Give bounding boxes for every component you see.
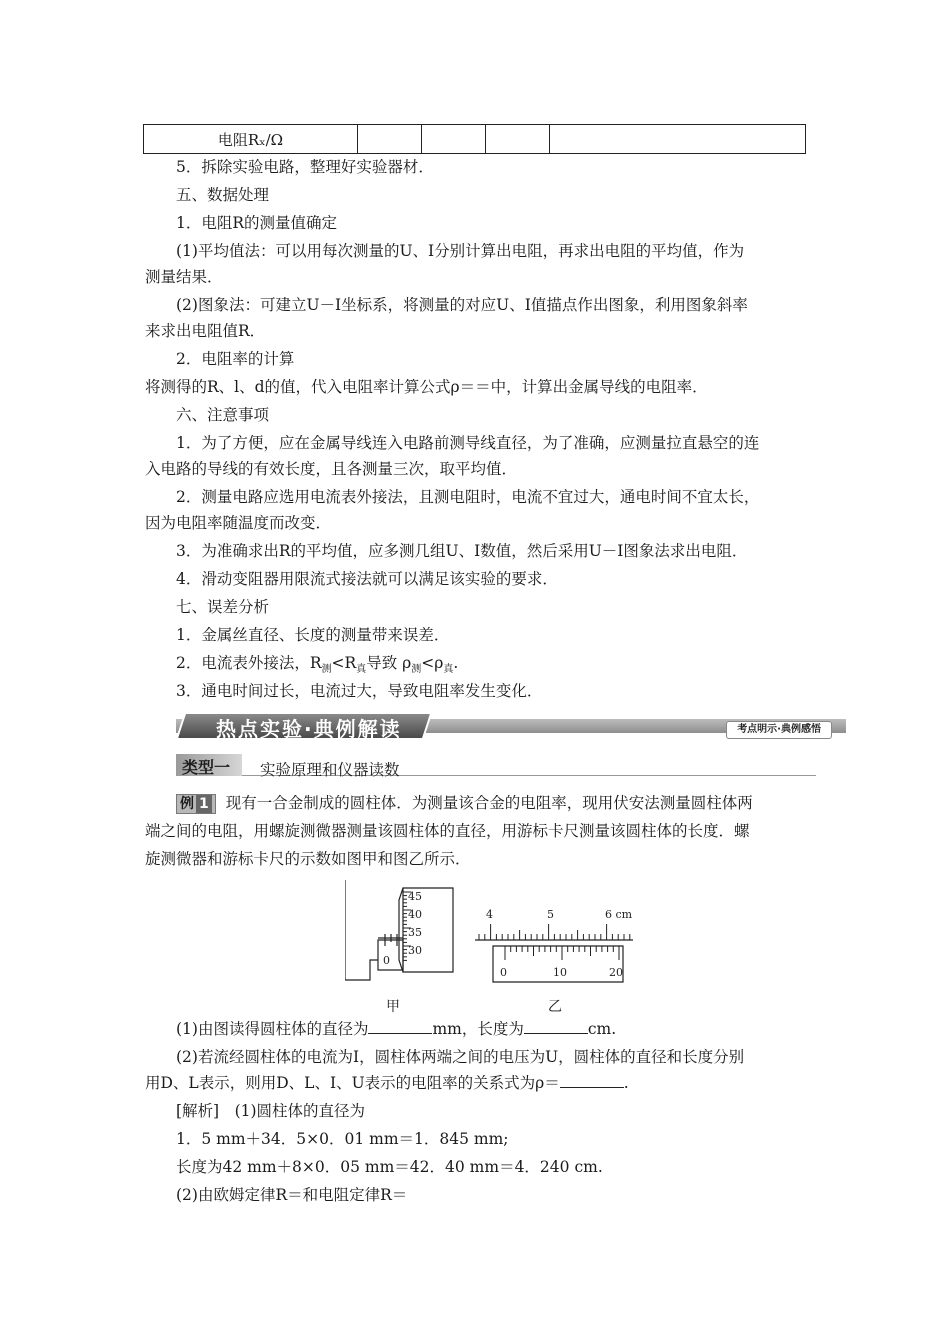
text: 导致 ρ	[366, 654, 412, 672]
vernier-label: 20	[609, 966, 623, 979]
figure	[345, 880, 645, 1010]
note-3: 3．为准确求出R的平均值，应多测几组U、I数值，然后采用U－I图象法求出电阻．	[176, 542, 748, 560]
note-4: 4．滑动变阻器用限流式接法就可以满足该实验的要求．	[176, 570, 558, 588]
text: (1)由图读得圆柱体的直径为	[176, 1020, 369, 1038]
text: 用D、L表示，则用D、L、I、U表示的电阻率的关系式为ρ＝	[145, 1074, 560, 1092]
main-scale-label: 6 cm	[605, 908, 633, 921]
data-table-row	[143, 124, 806, 154]
section-heading-5: 五、数据处理	[176, 186, 270, 204]
text: mm，长度为	[432, 1020, 524, 1038]
caption-left: 甲	[386, 999, 400, 1015]
micrometer-bevel	[399, 888, 403, 972]
subscript: 真	[443, 664, 454, 676]
text: cm.	[587, 1020, 617, 1038]
table-cell-label: 电阻Rₓ/Ω	[144, 125, 358, 154]
section-heading-7: 七、误差分析	[176, 598, 270, 616]
vernier-label: 0	[500, 966, 507, 979]
paragraph: 将测得的R、l、d的值，代入电阻率计算公式ρ＝＝中，计算出金属导线的电阻率．	[145, 378, 708, 396]
caliper-ticks	[479, 924, 630, 960]
analysis-heading: [解析] (1)圆柱体的直径为	[176, 1102, 366, 1120]
caption-right: 乙	[548, 999, 562, 1015]
micrometer-frame	[345, 880, 378, 980]
example-line-2: 端之间的电阻，用螺旋测微器测量该圆柱体的直径，用游标卡尺测量该圆柱体的长度．螺	[145, 822, 750, 840]
subscript: 测	[321, 664, 332, 676]
paragraph: (2)图象法：可建立U－I坐标系，将测量的对应U、I值描点作出图象，利用图象斜率	[176, 296, 748, 314]
section-banner	[176, 712, 846, 740]
text: <ρ	[421, 654, 444, 672]
badge-number: 1	[196, 795, 212, 813]
example-badge	[176, 794, 216, 814]
sub-heading-2: 2．电阻率的计算	[176, 350, 295, 368]
table-cell	[358, 125, 422, 154]
sub-heading-1: 1．电阻R的测量值确定	[176, 214, 338, 232]
note-1: 1．为了方便，应在金属导线连入电路前测导线直径，为了准确，应测量拉直悬空的连	[176, 434, 760, 452]
step-5: 5．拆除实验电路，整理好实验器材．	[176, 158, 434, 176]
thimble-label: 45	[408, 890, 422, 903]
note-2-cont: 因为电阻率随温度而改变．	[145, 514, 332, 532]
note-1-cont: 入电路的导线的有效长度，且各测量三次，取平均值．	[145, 460, 518, 478]
thimble-label: 40	[408, 908, 422, 921]
thimble-label: 30	[408, 944, 422, 957]
banner-tag: 考点明示·典例感悟	[726, 721, 832, 739]
banner-title: 热点实验·典例解读	[216, 717, 402, 741]
vernier-label: 10	[553, 966, 567, 979]
instrument-figure	[345, 880, 645, 1010]
answer-blank[interactable]	[524, 1019, 588, 1034]
paragraph: 来求出电阻值R．	[145, 322, 266, 340]
subscript: 真	[356, 664, 367, 676]
badge-label: 例	[180, 796, 194, 812]
example-line-3: 旋测微器和游标卡尺的示数如图甲和图乙所示．	[145, 850, 471, 868]
analysis-line: 1．5 mm＋34．5×0．01 mm＝1．845 mm;	[176, 1130, 509, 1148]
text: 2．电流表外接法，R	[176, 654, 322, 672]
subscript: 测	[411, 664, 422, 676]
note-2: 2．测量电路应选用电流表外接法，且测电阻时，电流不宜过大，通电时间不宜太长，	[176, 488, 760, 506]
paragraph: (1)平均值法：可以用每次测量的U、I分别计算出电阻，再求出电阻的平均值，作为	[176, 242, 745, 260]
micrometer-drawing	[345, 880, 453, 980]
text: 现有一合金制成的圆柱体．为测量该合金的电阻率，现用伏安法测量圆柱体两	[225, 794, 753, 812]
section-heading-6: 六、注意事项	[176, 406, 270, 424]
analysis-line: (2)由欧姆定律R＝和电阻定律R＝	[176, 1186, 408, 1204]
type-heading	[176, 754, 816, 778]
type-label: 类型一	[182, 758, 231, 777]
type-title: 实验原理和仪器读数	[260, 761, 400, 779]
text: .	[453, 654, 459, 672]
paragraph: 测量结果．	[145, 268, 223, 286]
main-scale-label: 4	[486, 908, 493, 921]
question-1	[176, 1018, 841, 1040]
answer-blank[interactable]	[560, 1073, 624, 1088]
sleeve-zero-label: 0	[383, 954, 390, 967]
question-2-cont	[145, 1072, 810, 1094]
error-1: 1．金属丝直径、长度的测量带来误差．	[176, 626, 450, 644]
main-scale-label: 5	[547, 908, 554, 921]
table-cell	[422, 125, 486, 154]
answer-blank[interactable]	[368, 1019, 432, 1034]
analysis-line: 长度为42 mm＋8×0．05 mm＝42．40 mm＝4．240 cm.	[176, 1158, 603, 1176]
text: <R	[331, 654, 357, 672]
thimble-label: 35	[408, 926, 422, 939]
error-3: 3．通电时间过长，电流过大，导致电阻率发生变化．	[176, 682, 543, 700]
example-line-1	[176, 792, 841, 814]
table-cell	[550, 125, 806, 154]
question-2: (2)若流经圆柱体的电流为I，圆柱体两端之间的电压为U，圆柱体的直径和长度分别	[176, 1048, 745, 1066]
text: .	[623, 1074, 629, 1092]
error-2	[176, 652, 841, 681]
table-cell	[486, 125, 550, 154]
